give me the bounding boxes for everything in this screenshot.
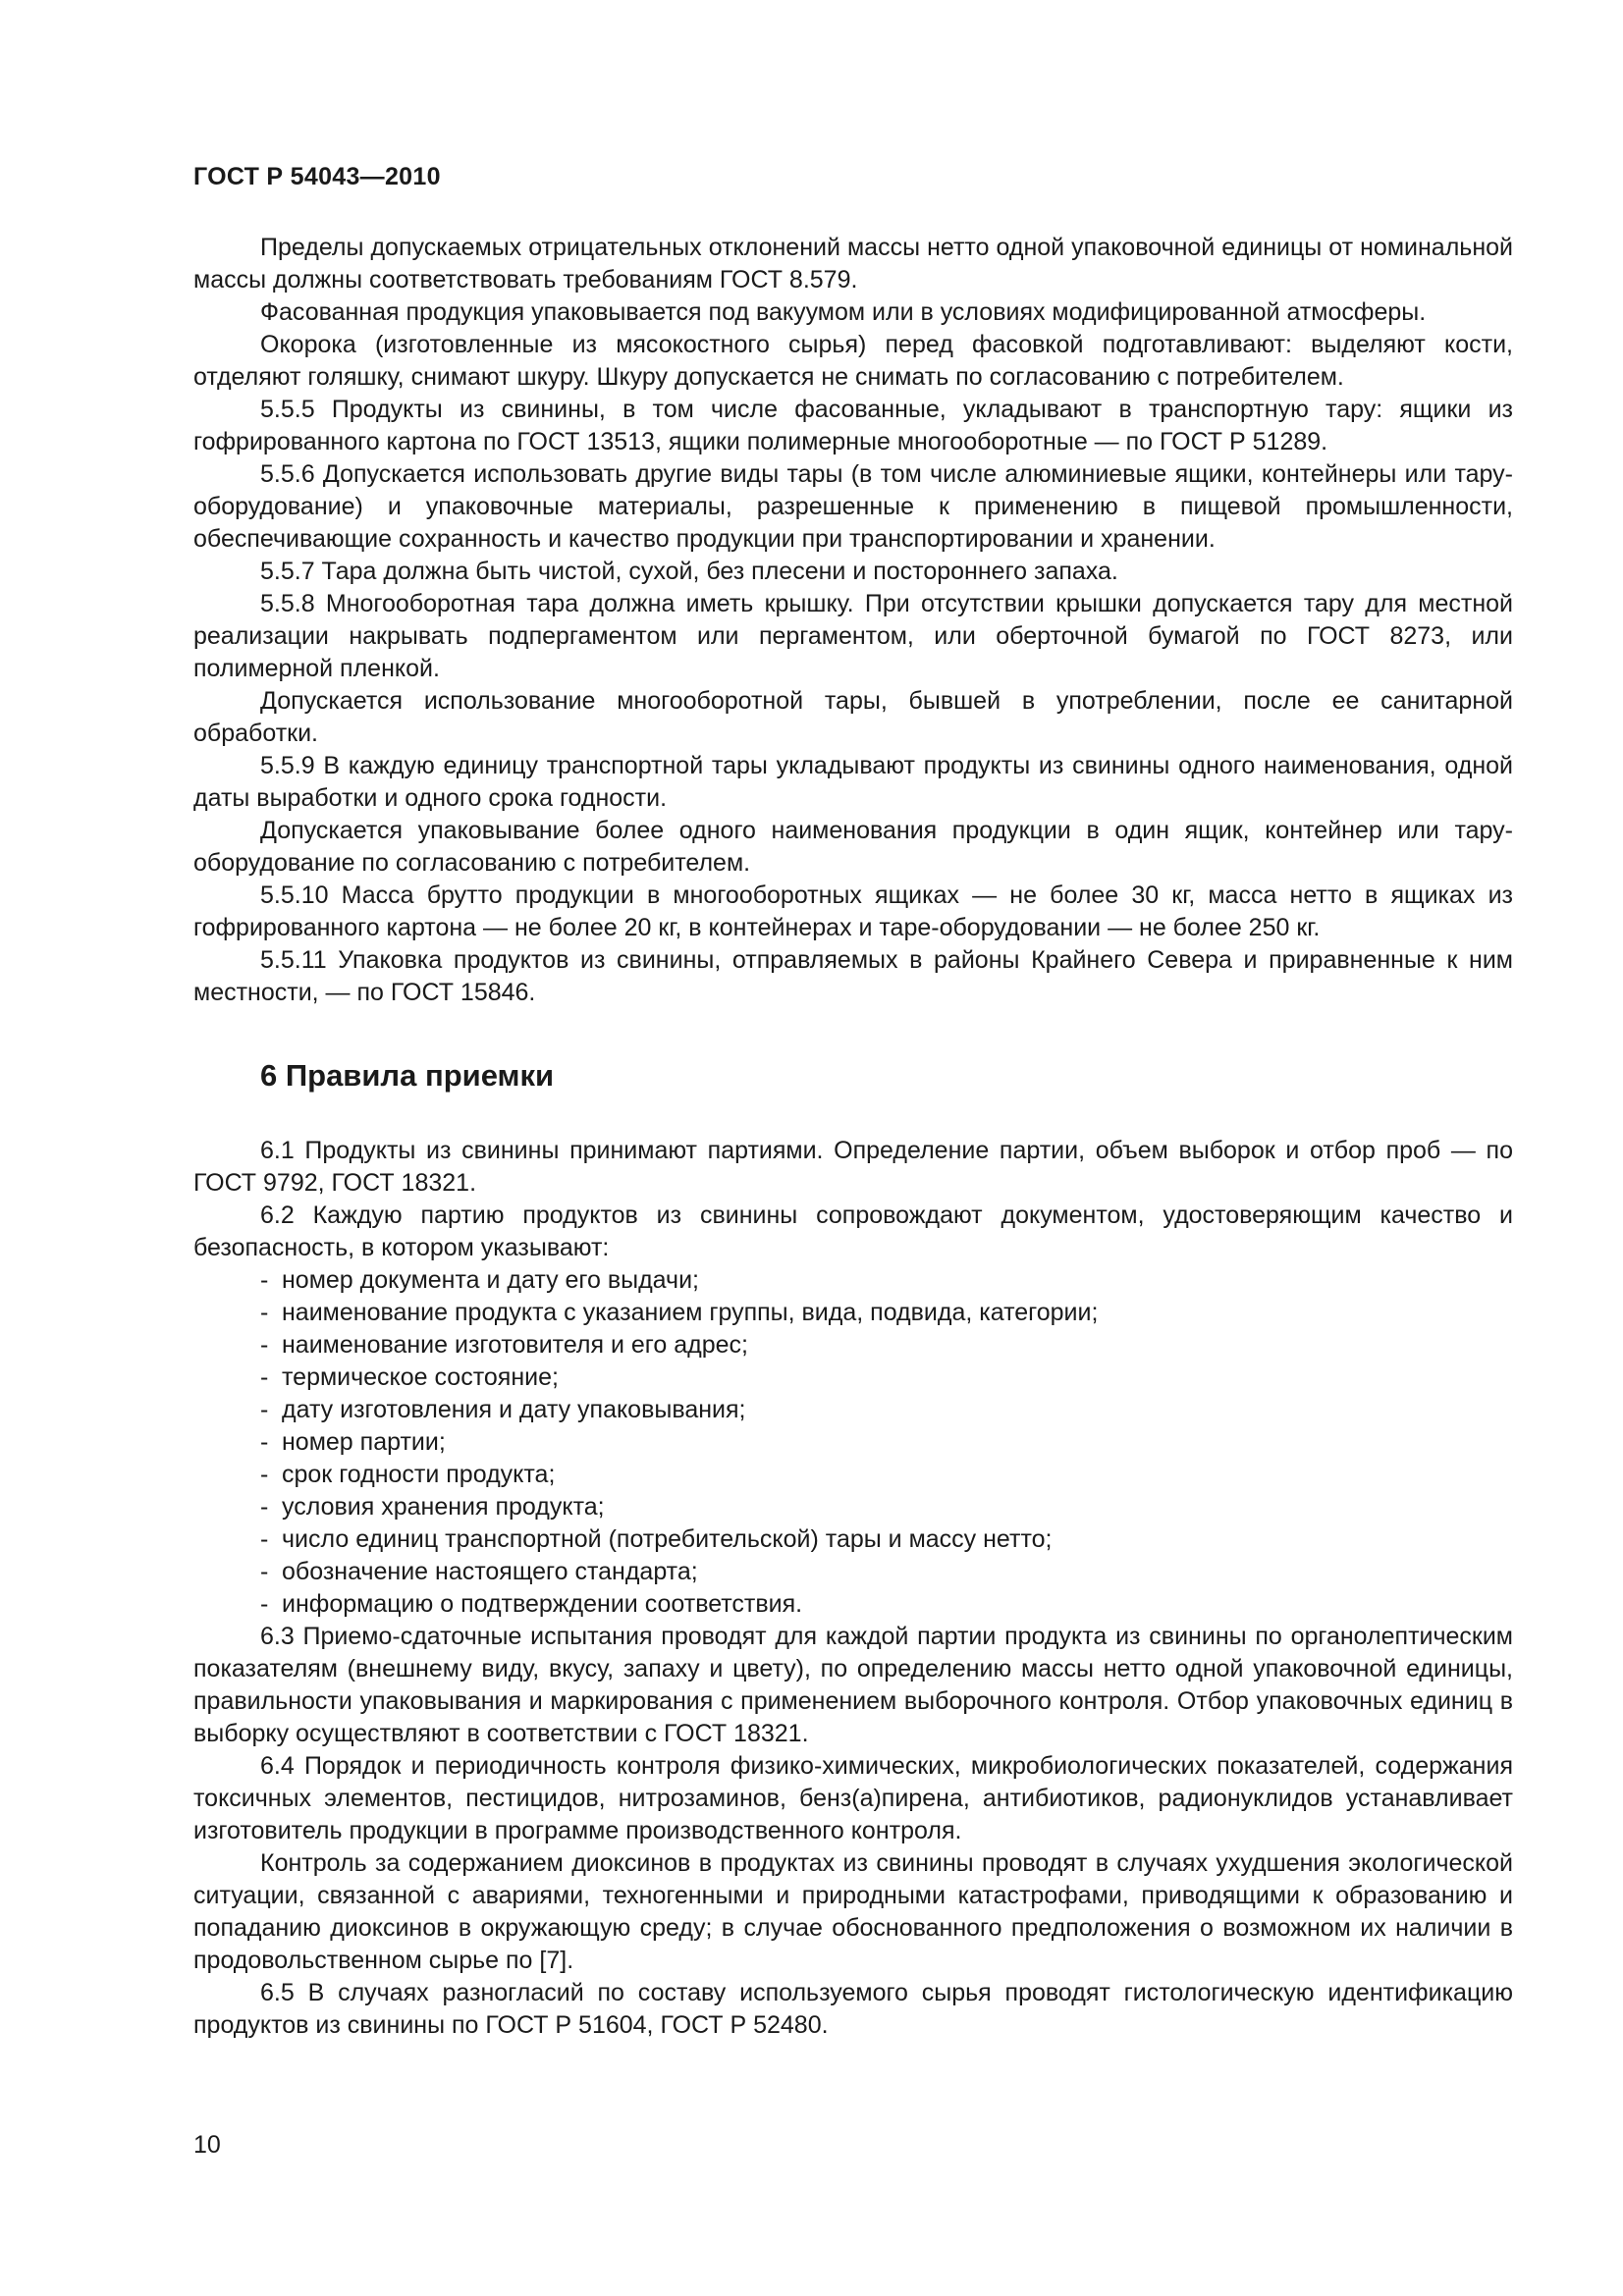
list-item-text: условия хранения продукта; (282, 1493, 605, 1521)
list-dash: - (260, 1461, 269, 1488)
list-dash: - (260, 1525, 269, 1553)
list-item (193, 1523, 1513, 1556)
list-item-text: дату изготовления и дату упаковывания; (282, 1396, 746, 1423)
paragraph: Пределы допускаемых отрицательных отклонений массы нетто одной упаковочной единицы от номинальной массы должны соответствовать требованиям ГОСТ 8.579. (193, 234, 1513, 294)
paragraph-6-2: 6.2 Каждую партию продуктов из свинины сопровождают документом, удостоверяющим качество и безопасность, в котором указывают: (193, 1201, 1513, 1261)
list-item (193, 1329, 1513, 1362)
document-body (193, 232, 1513, 2042)
list-dash: - (260, 1396, 269, 1423)
list-item (193, 1362, 1513, 1394)
list-item (193, 1459, 1513, 1491)
list-item-text: срок годности продукта; (282, 1461, 556, 1488)
list-item-text: число единиц транспортной (потребительской) тары и массу нетто; (282, 1525, 1053, 1553)
list-item (193, 1297, 1513, 1329)
list-item-text: термическое состояние; (282, 1363, 559, 1391)
paragraph-5-5-7: 5.5.7 Тара должна быть чистой, сухой, без плесени и постороннего запаха. (260, 558, 1118, 585)
document-header: ГОСТ Р 54043—2010 (193, 163, 441, 190)
list-item (193, 1264, 1513, 1297)
paragraph-5-5-11: 5.5.11 Упаковка продуктов из свинины, отправляемых в районы Крайнего Севера и приравненные к ним местности, — по ГОСТ 15846. (193, 946, 1513, 1006)
paragraph-6-1: 6.1 Продукты из свинины принимают партиями. Определение партии, объем выборок и отбор проб — по ГОСТ 9792, ГОСТ 18321. (193, 1137, 1513, 1197)
list-dash: - (260, 1363, 269, 1391)
list-item (193, 1491, 1513, 1523)
list-item-text: наименование продукта с указанием группы, вида, подвида, категории; (282, 1299, 1099, 1326)
paragraph-5-5-6: 5.5.6 Допускается использовать другие виды тары (в том числе алюминиевые ящики, контейнеры или тару-оборудование) и упаковочные материалы, разрешенные к применению в пищевой промышленности, обеспечивающие сохранность и качество продукции при транспортировании и хранении. (193, 460, 1513, 553)
list-item (193, 1426, 1513, 1459)
list-item (193, 1556, 1513, 1588)
list-item-text: номер документа и дату его выдачи; (282, 1266, 699, 1294)
paragraph-5-5-9: 5.5.9 В каждую единицу транспортной тары укладывают продукты из свинины одного наименования, одной даты выработки и одного срока годности. (193, 752, 1513, 812)
paragraph: Окорока (изготовленные из мясокостного сырья) перед фасовкой подготавливают: выделяют кости, отделяют голяшку, снимают шкуру. Шкуру допускается не снимать по согласованию с потребителем. (193, 331, 1513, 391)
requirements-list (193, 1264, 1513, 1621)
list-item (193, 1394, 1513, 1426)
list-dash: - (260, 1558, 269, 1585)
list-item-text: обозначение настоящего стандарта; (282, 1558, 698, 1585)
list-item-text: информацию о подтверждении соответствия. (282, 1590, 803, 1618)
list-item-text: наименование изготовителя и его адрес; (282, 1331, 748, 1359)
list-item (193, 1588, 1513, 1621)
list-dash: - (260, 1493, 269, 1521)
paragraph: Контроль за содержанием диоксинов в продуктах из свинины проводят в случаях ухудшения экологической ситуации, связанной с авариями, техногенными и природными катастрофами, приводящими к образованию и попаданию диоксинов в окружающую среду; в случае обоснованного предположения о возможном их наличии в продовольственном сырье по [7]. (193, 1849, 1513, 1974)
page-number: 10 (193, 2131, 221, 2159)
paragraph: Допускается упаковывание более одного наименования продукции в один ящик, контейнер или тару-оборудование по согласованию с потребителем. (193, 817, 1513, 877)
list-dash: - (260, 1266, 269, 1294)
paragraph-5-5-5: 5.5.5 Продукты из свинины, в том числе фасованные, укладывают в транспортную тару: ящики из гофрированного картона по ГОСТ 13513, ящики полимерные многооборотные — по ГОСТ Р 51289. (193, 396, 1513, 455)
paragraph-6-4: 6.4 Порядок и периодичность контроля физико-химических, микробиологических показателей, содержания токсичных элементов, пестицидов, нитрозаминов, бенз(а)пирена, антибиотиков, радионуклидов устанавливает изготовитель продукции в программе производственного контроля. (193, 1752, 1513, 1844)
paragraph-5-5-8: 5.5.8 Многооборотная тара должна иметь крышку. При отсутствии крышки допускается тару для местной реализации накрывать подпергаментом или пергаментом, или оберточной бумагой по ГОСТ 8273, или полимерной пленкой. (193, 590, 1513, 682)
paragraph-6-3: 6.3 Приемо-сдаточные испытания проводят для каждой партии продукта из свинины по органолептическим показателям (внешнему виду, вкусу, запаху и цвету), по определению массы нетто одной упаковочной единицы, правильности упаковывания и маркирования с применением выборочного контроля. Отбор упаковочных единиц в выборку осуществляют в соответствии с ГОСТ 18321. (193, 1623, 1513, 1747)
paragraph-5-5-10: 5.5.10 Масса брутто продукции в многооборотных ящиках — не более 30 кг, масса нетто в ящиках из гофрированного картона — не более 20 кг, в контейнерах и таре-оборудовании — не более 250 кг. (193, 881, 1513, 941)
list-dash: - (260, 1590, 269, 1618)
list-dash: - (260, 1428, 269, 1456)
paragraph: Фасованная продукция упаковывается под вакуумом или в условиях модифицированной атмосферы. (260, 298, 1427, 326)
list-item-text: номер партии; (282, 1428, 446, 1456)
section-title: 6 Правила приемки (260, 1058, 555, 1093)
paragraph: Допускается использование многооборотной тары, бывшей в употреблении, после ее санитарной обработки. (193, 687, 1513, 747)
list-dash: - (260, 1331, 269, 1359)
list-dash: - (260, 1299, 269, 1326)
paragraph-6-5: 6.5 В случаях разногласий по составу используемого сырья проводят гистологическую идентификацию продуктов из свинины по ГОСТ Р 51604, ГОСТ Р 52480. (193, 1979, 1513, 2039)
